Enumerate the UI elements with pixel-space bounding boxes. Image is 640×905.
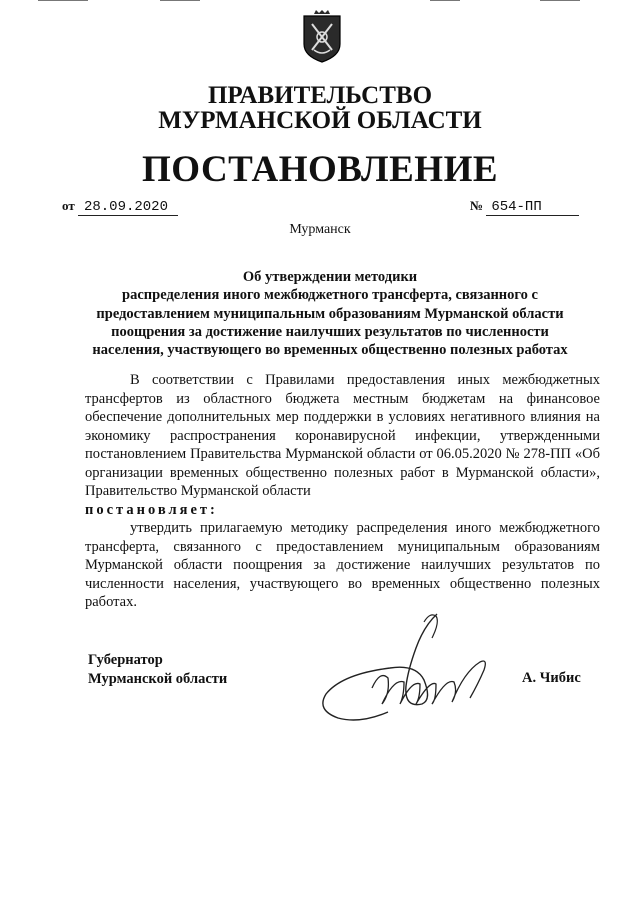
- handwritten-signature: [312, 608, 512, 726]
- title-line: поощрения за достижение наилучших результатов по численности: [111, 323, 549, 340]
- date-value: 28.09.2020: [78, 199, 178, 216]
- scan-edge-line: [38, 0, 88, 1]
- paragraph-resolution: утвердить прилагаемую методику распределения иного межбюджетного трансферта, связанного с предоставлением муниципальным образованиям Мурманской области поощрения за достижение наилучших результатов по численности населения, участвующего во временных общественно полезных работах.: [85, 520, 600, 610]
- paragraph-preamble: В соответствии с Правилами предоставления иных межбюджетных трансфертов из областного бюджета местным бюджетам на финансовое обеспечение дополнительных мер поддержки в условиях негативного влияния на экономику распространения коронавирусной инфекции, утвержденными постановлением Правительства Мурманской области от 06.05.2020 № 278-ПП «Об организации временных общественно полезных работ в Мурманской области», Правительство Мурманской области: [85, 372, 600, 499]
- coat-of-arms-icon: [302, 10, 342, 64]
- org-name-line2: МУРМАНСКОЙ ОБЛАСТИ: [158, 107, 482, 134]
- number-field: [470, 198, 579, 216]
- scan-edge-line: [540, 0, 580, 1]
- document-title: [60, 268, 600, 359]
- decree-word: постановляет:: [85, 501, 218, 518]
- title-line: распределения иного межбюджетного трансферта, связанного с: [122, 287, 538, 304]
- signer-title-line1: Губернатор: [88, 652, 163, 668]
- signer-title-line2: Мурманской области: [88, 671, 228, 687]
- org-name-line1: ПРАВИТЕЛЬСТВО: [207, 82, 433, 109]
- document-type: ПОСТАНОВЛЕНИЕ: [141, 149, 499, 190]
- title-line: предоставлением муниципальным образованиям Мурманской области: [96, 305, 564, 322]
- number-prefix: №: [470, 198, 484, 213]
- city: Мурманск: [289, 222, 351, 237]
- body-text: [85, 371, 600, 612]
- date-prefix: от: [62, 198, 75, 213]
- title-line: населения, участвующего во временных общественно полезных работах: [92, 342, 568, 359]
- scan-edge-line: [160, 0, 200, 1]
- scan-edge-line: [430, 0, 460, 1]
- title-line: Об утверждении методики: [242, 269, 418, 285]
- signer-name: А. Чибис: [522, 670, 581, 686]
- number-value: 654-ПП: [486, 199, 579, 216]
- decree-line: [85, 501, 600, 520]
- date-field: [62, 198, 178, 216]
- signer-title: [88, 651, 227, 689]
